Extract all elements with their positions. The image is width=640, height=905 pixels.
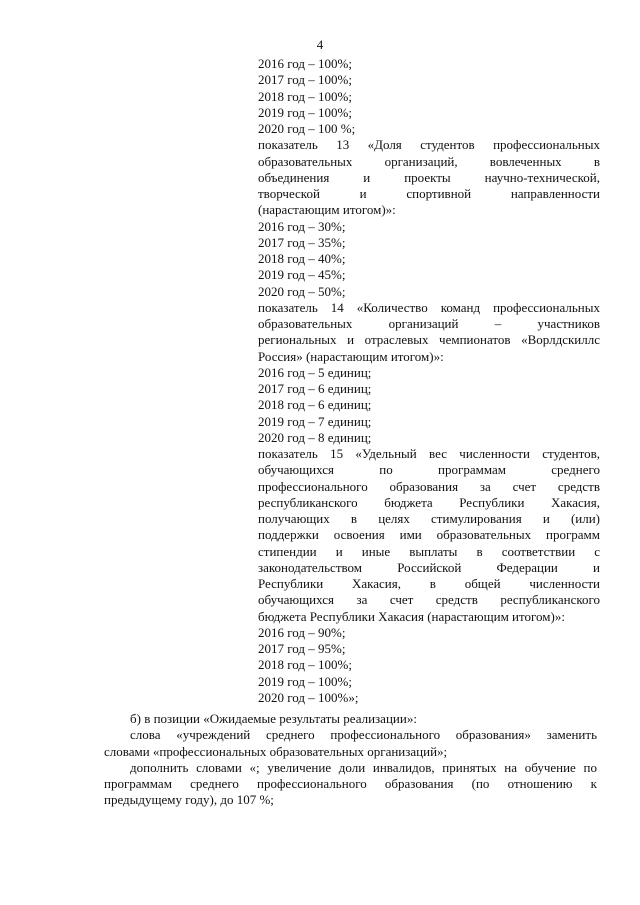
indicator-text-line: объединения и проекты научно-технической,: [258, 169, 600, 185]
indicator-text-line: 2019 год – 100%;: [258, 673, 352, 689]
indicator-text-line: 2020 год – 100 %;: [258, 121, 356, 136]
indicator-text-line: 2017 год – 95%;: [258, 641, 346, 656]
indicator-text-line: 2017 год – 35%;: [258, 234, 346, 250]
paragraph-text-line: слова «учреждений среднего профессионального образования» заменить: [130, 727, 597, 743]
indicator-text-line: профессионального образования за счет средств: [258, 478, 600, 494]
indicator-text-line: 2019 год – 45%;: [258, 267, 346, 283]
indicator-text-line: поддержки освоения ими образовательных программ: [258, 527, 600, 543]
indicator-text-line: творческой и спортивной направленности: [258, 186, 600, 201]
paragraph-text-line: словами «профессиональных образовательных организаций»;: [104, 743, 448, 759]
indicator-text-line: 2020 год – 8 единиц;: [258, 429, 372, 445]
indicator-text-line: 2017 год – 100%;: [258, 72, 352, 88]
indicator-text-line: региональных и отраслевых чемпионатов «Ворлдскиллс: [258, 332, 600, 348]
indicator-text-line: 2020 год – 100%»;: [258, 689, 359, 705]
indicator-text-line: бюджета Республики Хакасия (нарастающим итогом)»:: [258, 608, 565, 624]
indicator-text-line: показатель 15 «Удельный вес численности студентов,: [258, 446, 600, 461]
indicator-text-line: 2016 год – 5 единиц;: [258, 364, 372, 380]
indicator-text-line: Россия» (нарастающим итогом)»:: [258, 348, 444, 364]
indicator-text-line: 2016 год – 30%;: [258, 218, 346, 234]
indicator-text-line: (нарастающим итогом)»:: [258, 202, 396, 218]
indicator-text-line: 2018 год – 6 единиц;: [258, 397, 372, 413]
paragraph-text-line: предыдущему году), до 107 %;: [104, 792, 274, 808]
amendment-text-column: [258, 56, 600, 706]
indicator-text-line: законодательством Российской Федерации и: [258, 559, 600, 575]
indicator-text-line: 2018 год – 40%;: [258, 251, 346, 266]
indicator-text-line: образовательных организаций, вовлеченных в: [258, 153, 600, 169]
indicator-text-line: 2020 год – 50%;: [258, 283, 346, 299]
indicator-text-line: 2016 год – 100%;: [258, 56, 352, 71]
indicator-text-line: показатель 13 «Доля студентов профессиональных: [258, 137, 600, 153]
indicator-text-line: 2019 год – 100%;: [258, 104, 352, 120]
indicator-text-line: республиканского бюджета Республики Хакасия,: [258, 494, 600, 510]
indicator-text-line: 2019 год – 7 единиц;: [258, 413, 372, 429]
indicator-text-line: 2017 год – 6 единиц;: [258, 381, 372, 396]
indicator-text-line: обучающихся за счет средств республиканского: [258, 592, 600, 608]
indicator-text-line: 2018 год – 100%;: [258, 657, 352, 673]
indicator-text-line: образовательных организаций – участников: [258, 316, 600, 331]
indicator-text-line: показатель 14 «Количество команд профессиональных: [258, 299, 600, 315]
indicator-text-line: 2016 год – 90%;: [258, 624, 346, 640]
indicator-text-line: 2018 год – 100%;: [258, 88, 352, 104]
indicator-text-line: стипендии и иные выплаты в соответствии с: [258, 543, 600, 559]
amendment-bottom-paragraphs: [104, 711, 597, 809]
paragraph-text-line: программам среднего профессионального образования (по отношению к: [104, 776, 597, 792]
indicator-text-line: получающих в целях стимулирования и (или): [258, 511, 600, 526]
indicator-text-line: Республики Хакасия, в общей численности: [258, 576, 600, 591]
paragraph-text-line: дополнить словами «; увеличение доли инвалидов, принятых на обучение по: [130, 759, 597, 775]
indicator-text-line: обучающихся по программам среднего: [258, 462, 600, 478]
paragraph-text-line: б) в позиции «Ожидаемые результаты реализации»:: [130, 711, 417, 726]
page-number: 4: [316, 37, 324, 52]
